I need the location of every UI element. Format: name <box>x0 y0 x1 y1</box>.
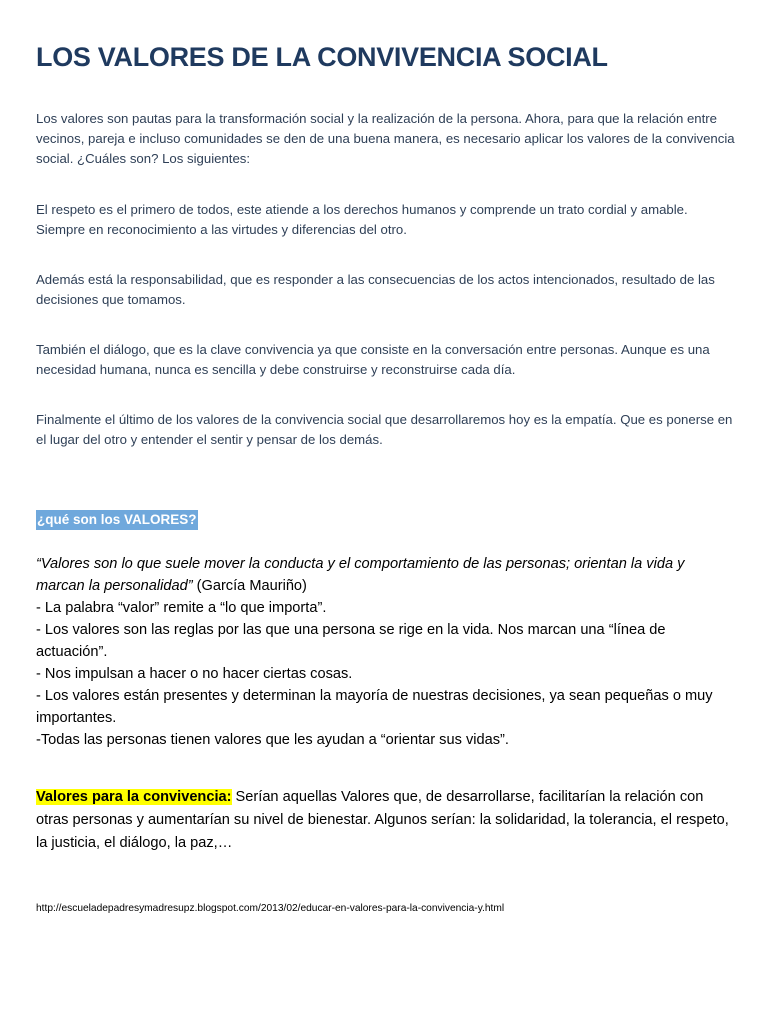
respeto-paragraph: El respeto es el primero de todos, este atiende a los derechos humanos y comprende un trato cordial y amable. Siempre en reconocimiento a las virtudes y diferencias del otro. <box>36 202 688 237</box>
values-definition-block <box>36 553 736 751</box>
bullet-item: - Los valores son las reglas por las que una persona se rige en la vida. Nos marcan una “línea de actuación”. <box>36 622 666 660</box>
bullet-item: - La palabra “valor” remite a “lo que importa”. <box>36 600 327 616</box>
document-title: LOS VALORES DE LA CONVIVENCIA SOCIAL <box>36 42 608 72</box>
convivencia-label: Valores para la convivencia: <box>36 789 232 805</box>
empatia-paragraph: Finalmente el último de los valores de la convivencia social que desarrollaremos hoy es la empatía. Que es ponerse en el lugar del otro y entender el sentir y pensar de los demás. <box>36 412 733 447</box>
responsabilidad-paragraph: Además está la responsabilidad, que es responder a las consecuencias de los actos intencionados, resultado de las decisiones que tomamos. <box>36 272 715 307</box>
intro-paragraph: Los valores son pautas para la transformación social y la realización de la persona. Ahora, para que la relación entre vecinos, pareja e incluso comunidades se den de una buena manera, es necesario aplicar los valores de la convivencia social. ¿Cuáles son? Los siguientes: <box>36 111 735 166</box>
bullet-item: -Todas las personas tienen valores que les ayudan a “orientar sus vidas”. <box>36 732 509 748</box>
quote-text: “Valores son lo que suele mover la conducta y el comportamiento de las personas; orientan la vida y marcan la personalidad” <box>36 556 685 594</box>
bullet-item: - Los valores están presentes y determinan la mayoría de nuestras decisiones, ya sean pequeñas o muy importantes. <box>36 688 713 726</box>
convivencia-text: Serían aquellas Valores que, de desarrollarse, facilitarían la relación con otras personas y aumentarían su nivel de bienestar. Algunos serían: la solidaridad, la tolerancia, el respeto, la justicia, el diálogo, la paz,… <box>36 789 729 851</box>
question-heading: ¿qué son los VALORES? <box>36 510 198 530</box>
dialogo-paragraph: También el diálogo, que es la clave convivencia ya que consiste en la conversación entre personas. Aunque es una necesidad humana, nunca es sencilla y debe construirse y reconstruirse cada día. <box>36 342 710 377</box>
convivencia-paragraph <box>36 786 736 855</box>
bullet-item: - Nos impulsan a hacer o no hacer ciertas cosas. <box>36 666 353 682</box>
quote-line <box>36 553 736 597</box>
quote-author: (García Mauriño) <box>192 578 307 594</box>
source-url: http://escueladepadresymadresupz.blogspot.com/2013/02/educar-en-valores-para-la-convivencia-y.html <box>36 903 505 914</box>
